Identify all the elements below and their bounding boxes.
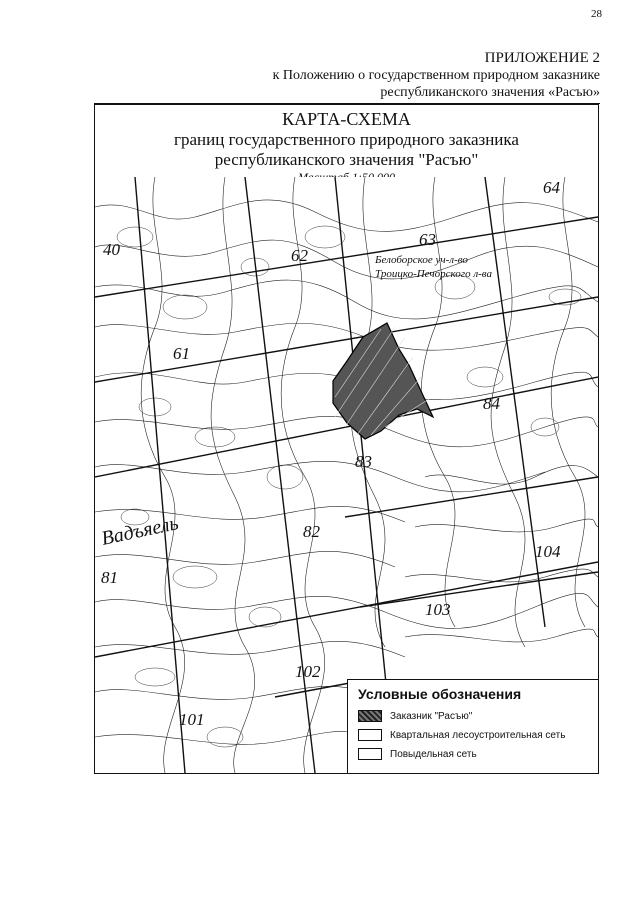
- quarter-label-83: 83: [355, 452, 372, 471]
- appendix-line-2: республиканского значения «Расъю»: [380, 85, 600, 100]
- legend-label-reserve: Заказник "Расъю": [390, 710, 473, 722]
- map-title-block: [95, 105, 598, 184]
- appendix-line-1: к Положению о государственном природном заказнике: [272, 68, 600, 83]
- quarter-label-84: 84: [483, 394, 500, 413]
- appendix-header: [273, 50, 600, 101]
- legend-label-stand-network: Повыдельная сеть: [390, 748, 477, 760]
- map-subtitle-1: границ государственного природного заказника: [174, 130, 519, 149]
- quarter-label-62: 62: [291, 246, 308, 265]
- forestry-unit-label-2: Троицко-Печорского л-ва: [375, 268, 492, 280]
- quarter-label-101: 101: [179, 710, 205, 729]
- quarter-label-40: 40: [103, 240, 120, 259]
- page-number: 28: [591, 8, 602, 20]
- quarter-label-104: 104: [535, 542, 561, 561]
- box-swatch-icon: [358, 748, 382, 760]
- legend-item-quarter-network: [358, 727, 598, 743]
- legend-item-reserve: [358, 708, 598, 724]
- appendix-title: ПРИЛОЖЕНИЕ 2: [484, 50, 600, 66]
- legend-title: Условные обозначения: [358, 686, 522, 702]
- quarter-label-63: 63: [419, 230, 436, 249]
- map-frame: [94, 104, 599, 774]
- hatched-swatch-icon: [358, 710, 382, 722]
- map-title: КАРТА-СХЕМА: [282, 109, 411, 129]
- forestry-unit-label-1: Белоборское уч-л-во: [375, 254, 468, 266]
- river-label: Вадъяель: [99, 512, 181, 550]
- quarter-label-64: 64: [543, 178, 560, 197]
- box-swatch-icon: [358, 729, 382, 741]
- quarter-label-103: 103: [425, 600, 451, 619]
- quarter-label-61: 61: [173, 344, 190, 363]
- quarter-label-102: 102: [295, 662, 321, 681]
- legend-label-quarter-network: Квартальная лесоустроительная сеть: [390, 729, 566, 741]
- quarter-label-82: 82: [303, 522, 320, 541]
- legend-item-stand-network: [358, 746, 598, 762]
- quarter-label-81: 81: [101, 568, 118, 587]
- legend: [347, 679, 599, 774]
- map-subtitle-2: республиканского значения "Расъю": [214, 150, 479, 169]
